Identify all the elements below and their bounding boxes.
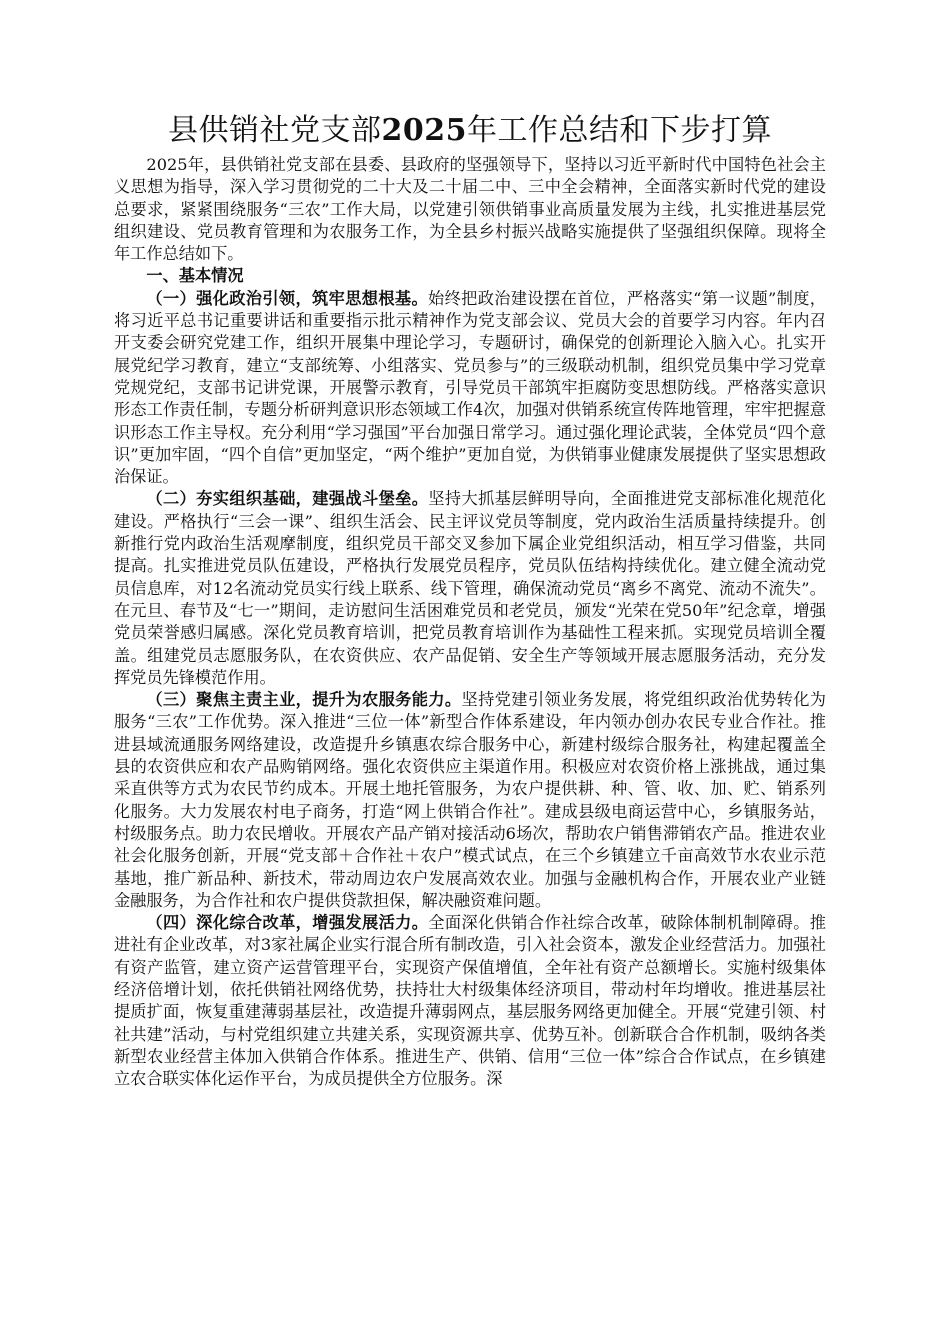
item-body-1: 始终把政治建设摆在首位，严格落实“第一议题”制度，将习近平总书记重要讲话和重要指示批示精神作为党支部会议、党员大会的首要学习内容。年内召开支委会研究党建工作，组织开展集中理论学习，专题研讨，确保党的创新理论入脑入心。扎实开展党纪学习教育，建立“支部统筹、小组落实、党员参与”的三级联动机制，组织党员集中学习党章党规党纪，支部书记讲党课，开展警示教育，引导党员干部筑牢拒腐防变思想防线。严格落实意识形态工作责任制，专题分析研判意识形态领域工作4次，加强对供销系统宣传阵地管理，牢牢把握意识形态工作主导权。充分利用“学习强国”平台加强日常学习。通过强化理论武装，全体党员“四个意识”更加牢固，“四个自信”更加坚定，“两个维护”更加自觉，为供销事业健康发展提供了坚实思想政治保证。 [114,288,826,487]
title-prefix: 县供销社党支部 [168,113,382,148]
item-paragraph-2 [114,488,826,689]
item-body-2: 坚持大抓基层鲜明导向，全面推进党支部标准化规范化建设。严格执行“三会一课”、组织生活会、民主评议党员等制度，党内政治生活质量持续提升。创新推行党内政治生活观摩制度，组织党员干部交叉参加下属企业党组织活动，相互学习借鉴，共同提高。扎实推进党员队伍建设，严格执行发展党员程序，党员队伍结构持续优化。建立健全流动党员信息库，对12名流动党员实行线上联系、线下管理，确保流动党员“离乡不离党、流动不流失”。在元旦、春节及“七一”期间，走访慰问生活困难党员和老党员，颁发“光荣在党50年”纪念章，增强党员荣誉感归属感。深化党员教育培训，把党员教育培训作为基础性工程来抓。实现党员培训全覆盖。组建党员志愿服务队，在农资供应、农产品促销、安全生产等领域开展志愿服务活动，充分发挥党员先锋模范作用。 [114,489,826,687]
title-suffix: 年工作总结和下步打算 [467,113,772,148]
document-body [114,112,826,1090]
item-body-3: 坚持党建引领业务发展，将党组织政治优势转化为服务“三农”工作优势。深入推进“三位一体”新型合作体系建设，年内领办创办农民专业合作社。推进县域流通服务网络建设，改造提升乡镇惠农综合服务中心，新建村级综合服务社，构建起覆盖全县的农资供应和农产品购销网络。强化农资供应主渠道作用。积极应对农资价格上涨挑战，通过集采直供等方式为农民节约成本。开展土地托管服务，为农户提供耕、种、管、收、加、贮、销系列化服务。大力发展农村电子商务，打造“网上供销合作社”。建成县级电商运营中心，乡镇服务站，村级服务点。助力农民增收。开展农产品产销对接活动6场次，帮助农户销售滞销农产品。推进农业社会化服务创新，开展“党支部＋合作社＋农户”模式试点，在三个乡镇建立千亩高效节水农业示范基地，推广新品种、新技术，带动周边农户发展高效农业。加强与金融机构合作，开展农业产业链金融服务，为合作社和农户提供贷款担保，解决融资难问题。 [114,690,826,910]
item-lead-2: （二）夯实组织基础，建强战斗堡垒。 [146,489,429,509]
title-year: 2025 [381,113,467,148]
item-lead-3: （三）聚焦主责主业，提升为农服务能力。 [146,690,462,710]
item-paragraph-1 [114,288,826,489]
document-title [114,112,826,150]
section-heading-basic: 一、基本情况 [146,266,244,286]
item-paragraph-3 [114,689,826,912]
item-body-4: 全面深化供销合作社综合改革，破除体制机制障碍。推进社有企业改革，对3家社属企业实行混合所有制改造，引入社会资本，激发企业经营活力。加强社有资产监管，建立资产运营管理平台，实现资产保值增值，全年社有资产总额增长。实施村级集体经济倍增计划，依托供销社网络优势，扶持壮大村级集体经济项目，带动村年均增收。推进基层社提质扩面，恢复重建薄弱基层社，改造提升薄弱网点，基层服务网络更加健全。开展“党建引领、村社共建”活动，与村党组织建立共建关系，实现资源共享、优势互补。创新联合合作机制，吸纳各类新型农业经营主体加入供销合作体系。推进生产、供销、信用“三位一体”综合合作试点，在乡镇建立农合联实体化运作平台，为成员提供全方位服务。深 [114,913,826,1089]
item-paragraph-4 [114,912,826,1090]
intro-paragraph: 2025年，县供销社党支部在县委、县政府的坚强领导下，坚持以习近平新时代中国特色社会主义思想为指导，深入学习贯彻党的二十大及二十届二中、三中全会精神，全面落实新时代党的建设总要求，紧紧围绕服务“三农”工作大局，以党建引领供销事业高质量发展为主线，扎实推进基层党组织建设、党员教育管理和为农服务工作，为全县乡村振兴战略实施提供了坚强组织保障。现将全年工作总结如下。 [114,155,826,264]
item-lead-4: （四）深化综合改革，增强发展活力。 [146,913,429,933]
item-lead-1: （一）强化政治引领，筑牢思想根基。 [146,288,429,308]
